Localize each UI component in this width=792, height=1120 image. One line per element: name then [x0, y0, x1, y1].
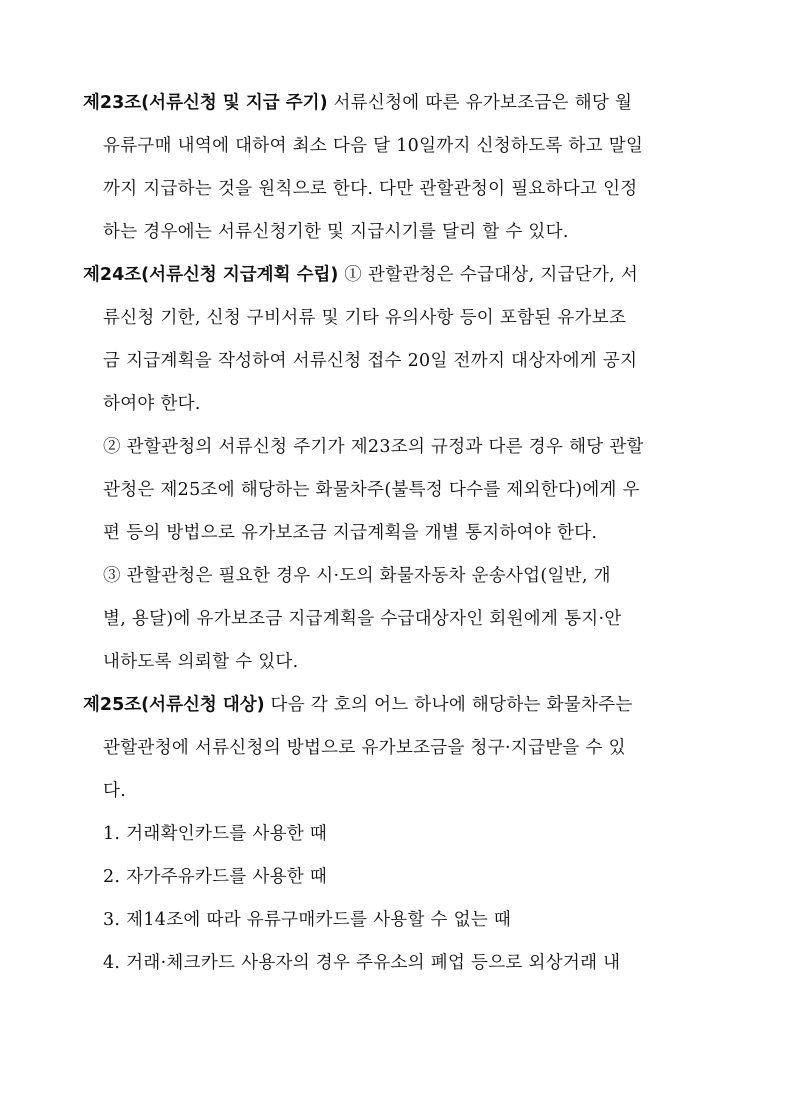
article-25-item-2: 2. 자가주유카드를 사용한 때: [103, 867, 328, 887]
article-24-heading: 제24조(서류신청 지급계획 수립): [83, 265, 339, 285]
article-25-item-1: 1. 거래확인카드를 사용한 때: [103, 824, 328, 844]
article-25-line-1: [83, 693, 633, 717]
article-25-item-3: 3. 제14조에 따라 유류구매카드를 사용할 수 없는 때: [103, 910, 512, 930]
article-25-text: 다음 각 호의 어느 하나에 해당하는 화물차주는: [264, 695, 633, 715]
article-24-paragraph-2-line-1: ② 관할관청의 서류신청 주기가 제23조의 규정과 다른 경우 해당 관할: [103, 437, 644, 457]
article-24-paragraph-2-line-2: 관청은 제25조에 해당하는 화물차주(불특정 다수를 제외한다)에게 우: [103, 480, 640, 500]
article-24-line-1: [83, 263, 638, 287]
article-23-text: 서류신청에 따른 유가보조금은 해당 월: [327, 93, 633, 113]
article-23-line-3: 까지 지급하는 것을 원칙으로 한다. 다만 관할관청이 필요하다고 인정: [103, 179, 638, 199]
article-24-line-4: 하여야 한다.: [103, 394, 201, 414]
article-23-line-2: 유류구매 내역에 대하여 최소 다음 달 10일까지 신청하도록 하고 말일: [103, 136, 644, 156]
article-24-paragraph-3-line-3: 내하도록 의뢰할 수 있다.: [103, 652, 299, 672]
article-24-text: ① 관할관청은 수급대상, 지급단가, 서: [338, 265, 639, 285]
article-23-heading: 제23조(서류신청 및 지급 주기): [83, 93, 328, 113]
article-23-line-1: [83, 91, 632, 115]
article-25-line-3: 다.: [103, 781, 127, 801]
article-25-item-4: 4. 거래·체크카드 사용자의 경우 주유소의 폐업 등으로 외상거래 내: [103, 953, 621, 973]
article-24-paragraph-3-line-2: 별, 용달)에 유가보조금 지급계획을 수급대상자인 회원에게 통지·안: [103, 609, 622, 629]
article-23-line-4: 하는 경우에는 서류신청기한 및 지급시기를 달리 할 수 있다.: [103, 222, 569, 242]
article-24-paragraph-3-line-1: ③ 관할관청은 필요한 경우 시·도의 화물자동차 운송사업(일반, 개: [103, 566, 611, 586]
article-24-line-2: 류신청 기한, 신청 구비서류 및 기타 유의사항 등이 포함된 유가보조: [103, 308, 627, 328]
article-24-line-3: 금 지급계획을 작성하여 서류신청 접수 20일 전까지 대상자에게 공지: [103, 351, 638, 371]
article-24-paragraph-2-line-3: 편 등의 방법으로 유가보조금 지급계획을 개별 통지하여야 한다.: [103, 523, 598, 543]
article-25-heading: 제25조(서류신청 대상): [83, 695, 265, 715]
article-25-line-2: 관할관청에 서류신청의 방법으로 유가보조금을 청구·지급받을 수 있: [103, 738, 626, 758]
